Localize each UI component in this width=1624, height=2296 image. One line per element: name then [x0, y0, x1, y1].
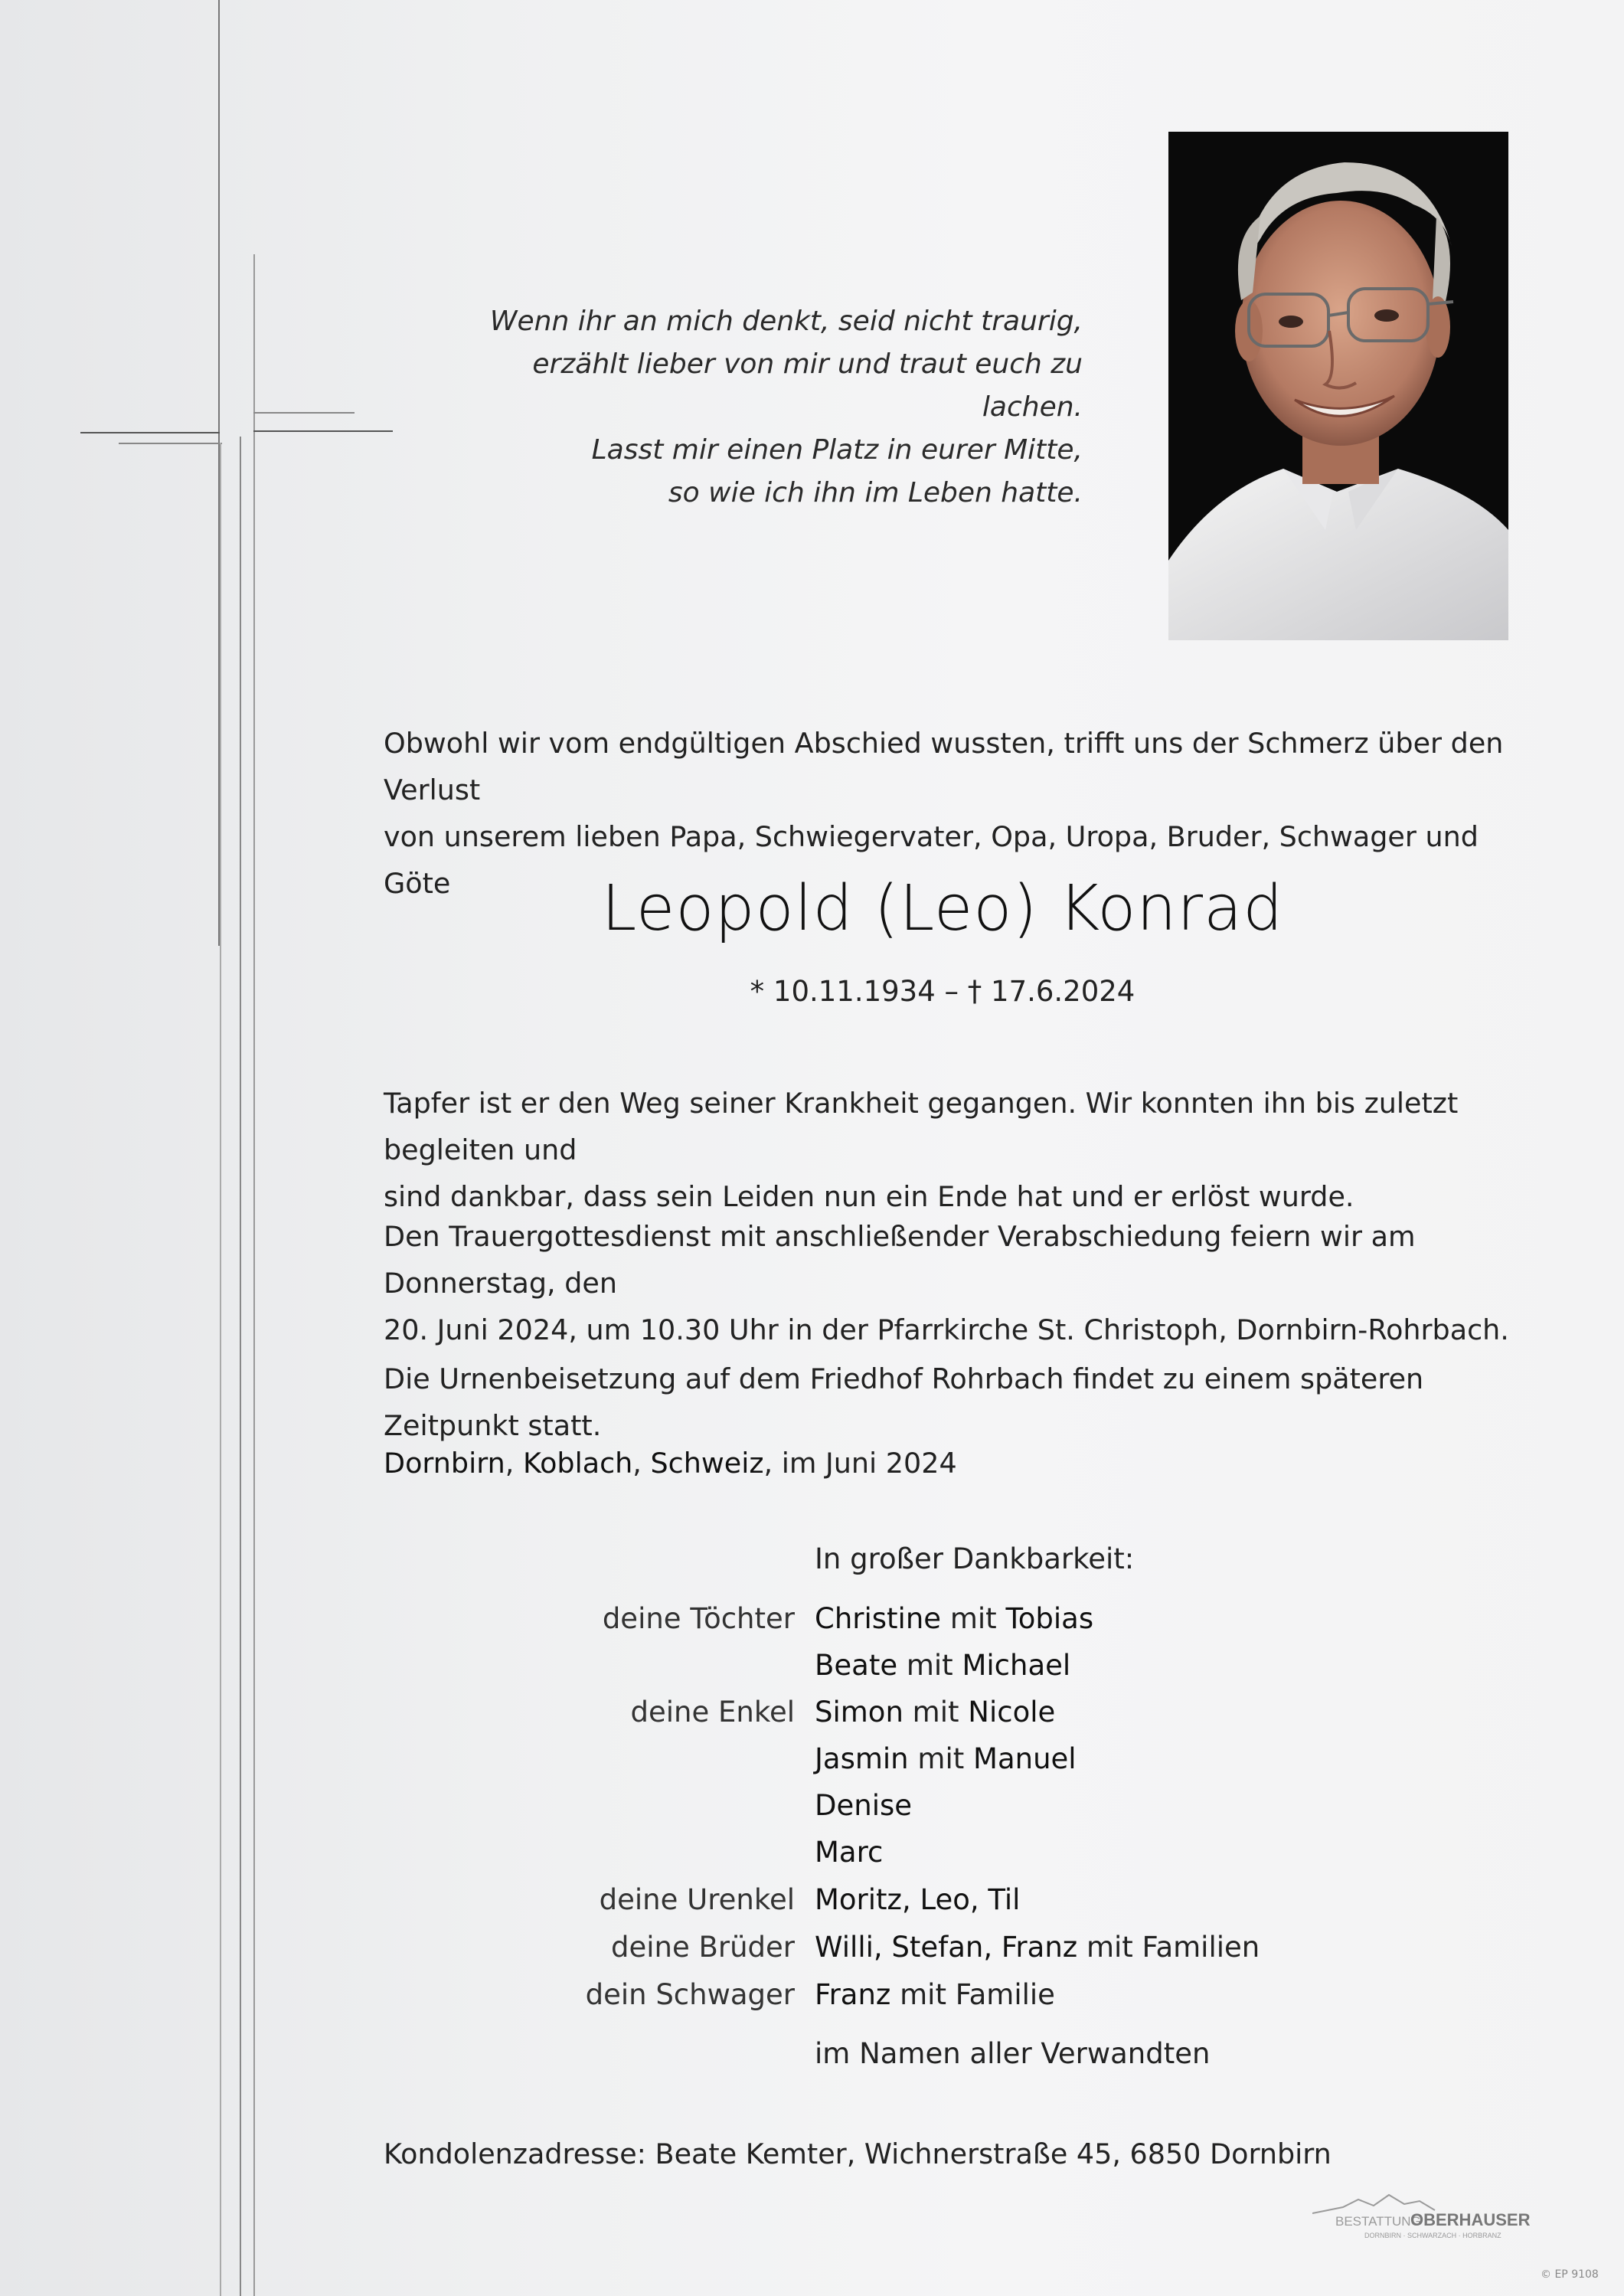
relation-label: deine Urenkel [599, 1883, 795, 1916]
mourner-entry: Denise [815, 1789, 913, 1822]
intro-text: Obwohl wir vom endgültigen Abschied wussten, trifft uns der Schmerz über den Verlust von unserem lieben Papa, Schwiegervater, Opa, Uropa, Bruder, Schwager und Göte [384, 727, 1504, 900]
svg-text:DORNBIRN · SCHWARZACH · HORBRA: DORNBIRN · SCHWARZACH · HORBRANZ [1364, 2232, 1501, 2239]
relation-label: deine Enkel [630, 1696, 795, 1729]
place-and-date: Dornbirn, Koblach, Schweiz, im Juni 2024 [384, 1447, 957, 1480]
mourner-entry: Franz mit Familie [815, 1978, 1055, 2011]
mourner-entry: Moritz, Leo, Til [815, 1883, 1021, 1916]
relation-label: deine Töchter [602, 1602, 795, 1635]
mourner-entry: Beate mit Michael [815, 1649, 1071, 1682]
paragraph-illness: Tapfer ist er den Weg seiner Krankheit gegangen. Wir konnten ihn bis zuletzt begleiten und sind dankbar, dass sein Leiden nun ein Ende hat und er erlöst wurde. [384, 1087, 1459, 1213]
portrait-photo [1168, 132, 1508, 640]
footer-code: © EP 9108 [1541, 2268, 1599, 2281]
memorial-quote: Wenn ihr an mich denkt, seid nicht traurig, erzählt lieber von mir und traut euch zu lachen. Lasst mir einen Platz in eurer Mitte, so wie ich ihn im Leben hatte. [489, 306, 1083, 509]
svg-text:OBERHAUSER: OBERHAUSER [1410, 2210, 1531, 2229]
condolence-address: Kondolenzadresse: Beate Kemter, Wichnerstraße 45, 6850 Dornbirn [384, 2137, 1332, 2170]
paragraph-service: Den Trauergottesdienst mit anschließender Verabschiedung feiern wir am Donnerstag, den 20. Juni 2024, um 10.30 Uhr in der Pfarrkirche St. Christoph, Dornbirn-Rohrbach. [384, 1220, 1509, 1346]
funeral-home-logo [1312, 2190, 1565, 2245]
relation-label: dein Schwager [585, 1978, 795, 2011]
mourner-entry: Jasmin mit Manuel [815, 1742, 1077, 1775]
svg-text:BESTATTUNG: BESTATTUNG [1335, 2214, 1421, 2229]
relation-label: deine Brüder [610, 1931, 795, 1964]
life-dates: * 10.11.1934 – † 17.6.2024 [750, 975, 1135, 1008]
mourner-entry: Christine mit Tobias [815, 1602, 1094, 1635]
mourner-entry: Marc [815, 1836, 884, 1869]
mourner-entry: Willi, Stefan, Franz mit Familien [815, 1931, 1260, 1964]
thanks-heading: In großer Dankbarkeit: [815, 1542, 1135, 1575]
mourner-entry: Simon mit Nicole [815, 1696, 1056, 1729]
deceased-name: Leopold (Leo) Konrad [601, 872, 1284, 945]
closing-line: im Namen aller Verwandten [815, 2037, 1211, 2070]
paragraph-burial: Die Urnenbeisetzung auf dem Friedhof Rohrbach findet zu einem späteren Zeitpunkt statt. [384, 1362, 1424, 1442]
